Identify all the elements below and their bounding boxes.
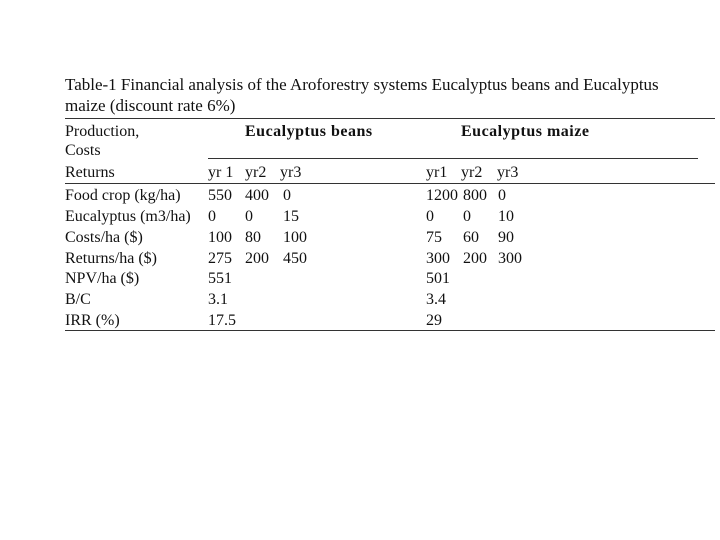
cell-beans-yr1: 0 bbox=[208, 208, 216, 225]
cell-beans-yr2: 0 bbox=[245, 208, 253, 225]
row-label: B/C bbox=[65, 291, 91, 308]
caption-line-2: maize (discount rate 6%) bbox=[65, 96, 236, 115]
group-header-rule bbox=[208, 158, 698, 159]
cell-beans-yr2: 200 bbox=[245, 250, 269, 267]
top-rule bbox=[65, 118, 715, 119]
group-header-eucalyptus-beans: Eucalyptus beans bbox=[245, 123, 373, 140]
cell-beans-yr2: 80 bbox=[245, 229, 261, 246]
cell-maize-yr1: 29 bbox=[426, 312, 442, 329]
cell-beans-yr1: 3.1 bbox=[208, 291, 228, 308]
cell-maize-yr3: 0 bbox=[498, 187, 506, 204]
row-label: NPV/ha ($) bbox=[65, 270, 140, 287]
cell-maize-yr1: 3.4 bbox=[426, 291, 446, 308]
caption-line-1: Table-1 Financial analysis of the Aroforestry systems Eucalyptus beans and Eucalyptus bbox=[65, 75, 659, 94]
cell-maize-yr3: 10 bbox=[498, 208, 514, 225]
cell-maize-yr1: 501 bbox=[426, 270, 450, 287]
cell-beans-yr1: 275 bbox=[208, 250, 232, 267]
cell-maize-yr2: 200 bbox=[463, 250, 487, 267]
cell-beans-yr3: 15 bbox=[283, 208, 299, 225]
cell-maize-yr2: 0 bbox=[463, 208, 471, 225]
year-header-maize-3: yr3 bbox=[497, 164, 519, 181]
header-row-label-costs: Costs bbox=[65, 142, 101, 159]
cell-maize-yr2: 60 bbox=[463, 229, 479, 246]
cell-maize-yr1: 75 bbox=[426, 229, 442, 246]
cell-maize-yr1: 1200 bbox=[426, 187, 458, 204]
cell-maize-yr1: 0 bbox=[426, 208, 434, 225]
bottom-rule bbox=[65, 330, 715, 331]
year-header-beans-2: yr2 bbox=[245, 164, 267, 181]
cell-beans-yr3: 100 bbox=[283, 229, 307, 246]
cell-beans-yr1: 551 bbox=[208, 270, 232, 287]
cell-beans-yr3: 450 bbox=[283, 250, 307, 267]
header-bottom-rule bbox=[65, 183, 715, 184]
year-header-beans-1: yr 1 bbox=[208, 164, 234, 181]
cell-beans-yr1: 17.5 bbox=[208, 312, 236, 329]
year-header-maize-2: yr2 bbox=[461, 164, 483, 181]
year-header-maize-1: yr1 bbox=[426, 164, 448, 181]
header-row-label-returns: Returns bbox=[65, 164, 115, 181]
cell-maize-yr3: 90 bbox=[498, 229, 514, 246]
cell-maize-yr2: 800 bbox=[463, 187, 487, 204]
row-label: Food crop (kg/ha) bbox=[65, 187, 181, 204]
row-label: IRR (%) bbox=[65, 312, 120, 329]
cell-beans-yr1: 100 bbox=[208, 229, 232, 246]
header-row-label-production: Production, bbox=[65, 123, 140, 140]
row-label: Eucalyptus (m3/ha) bbox=[65, 208, 191, 225]
row-label: Returns/ha ($) bbox=[65, 250, 157, 267]
row-label: Costs/ha ($) bbox=[65, 229, 143, 246]
year-header-beans-3: yr3 bbox=[280, 164, 302, 181]
cell-beans-yr3: 0 bbox=[283, 187, 291, 204]
group-header-eucalyptus-maize: Eucalyptus maize bbox=[461, 123, 590, 140]
table-caption bbox=[65, 74, 715, 116]
cell-beans-yr2: 400 bbox=[245, 187, 269, 204]
cell-beans-yr1: 550 bbox=[208, 187, 232, 204]
cell-maize-yr1: 300 bbox=[426, 250, 450, 267]
cell-maize-yr3: 300 bbox=[498, 250, 522, 267]
